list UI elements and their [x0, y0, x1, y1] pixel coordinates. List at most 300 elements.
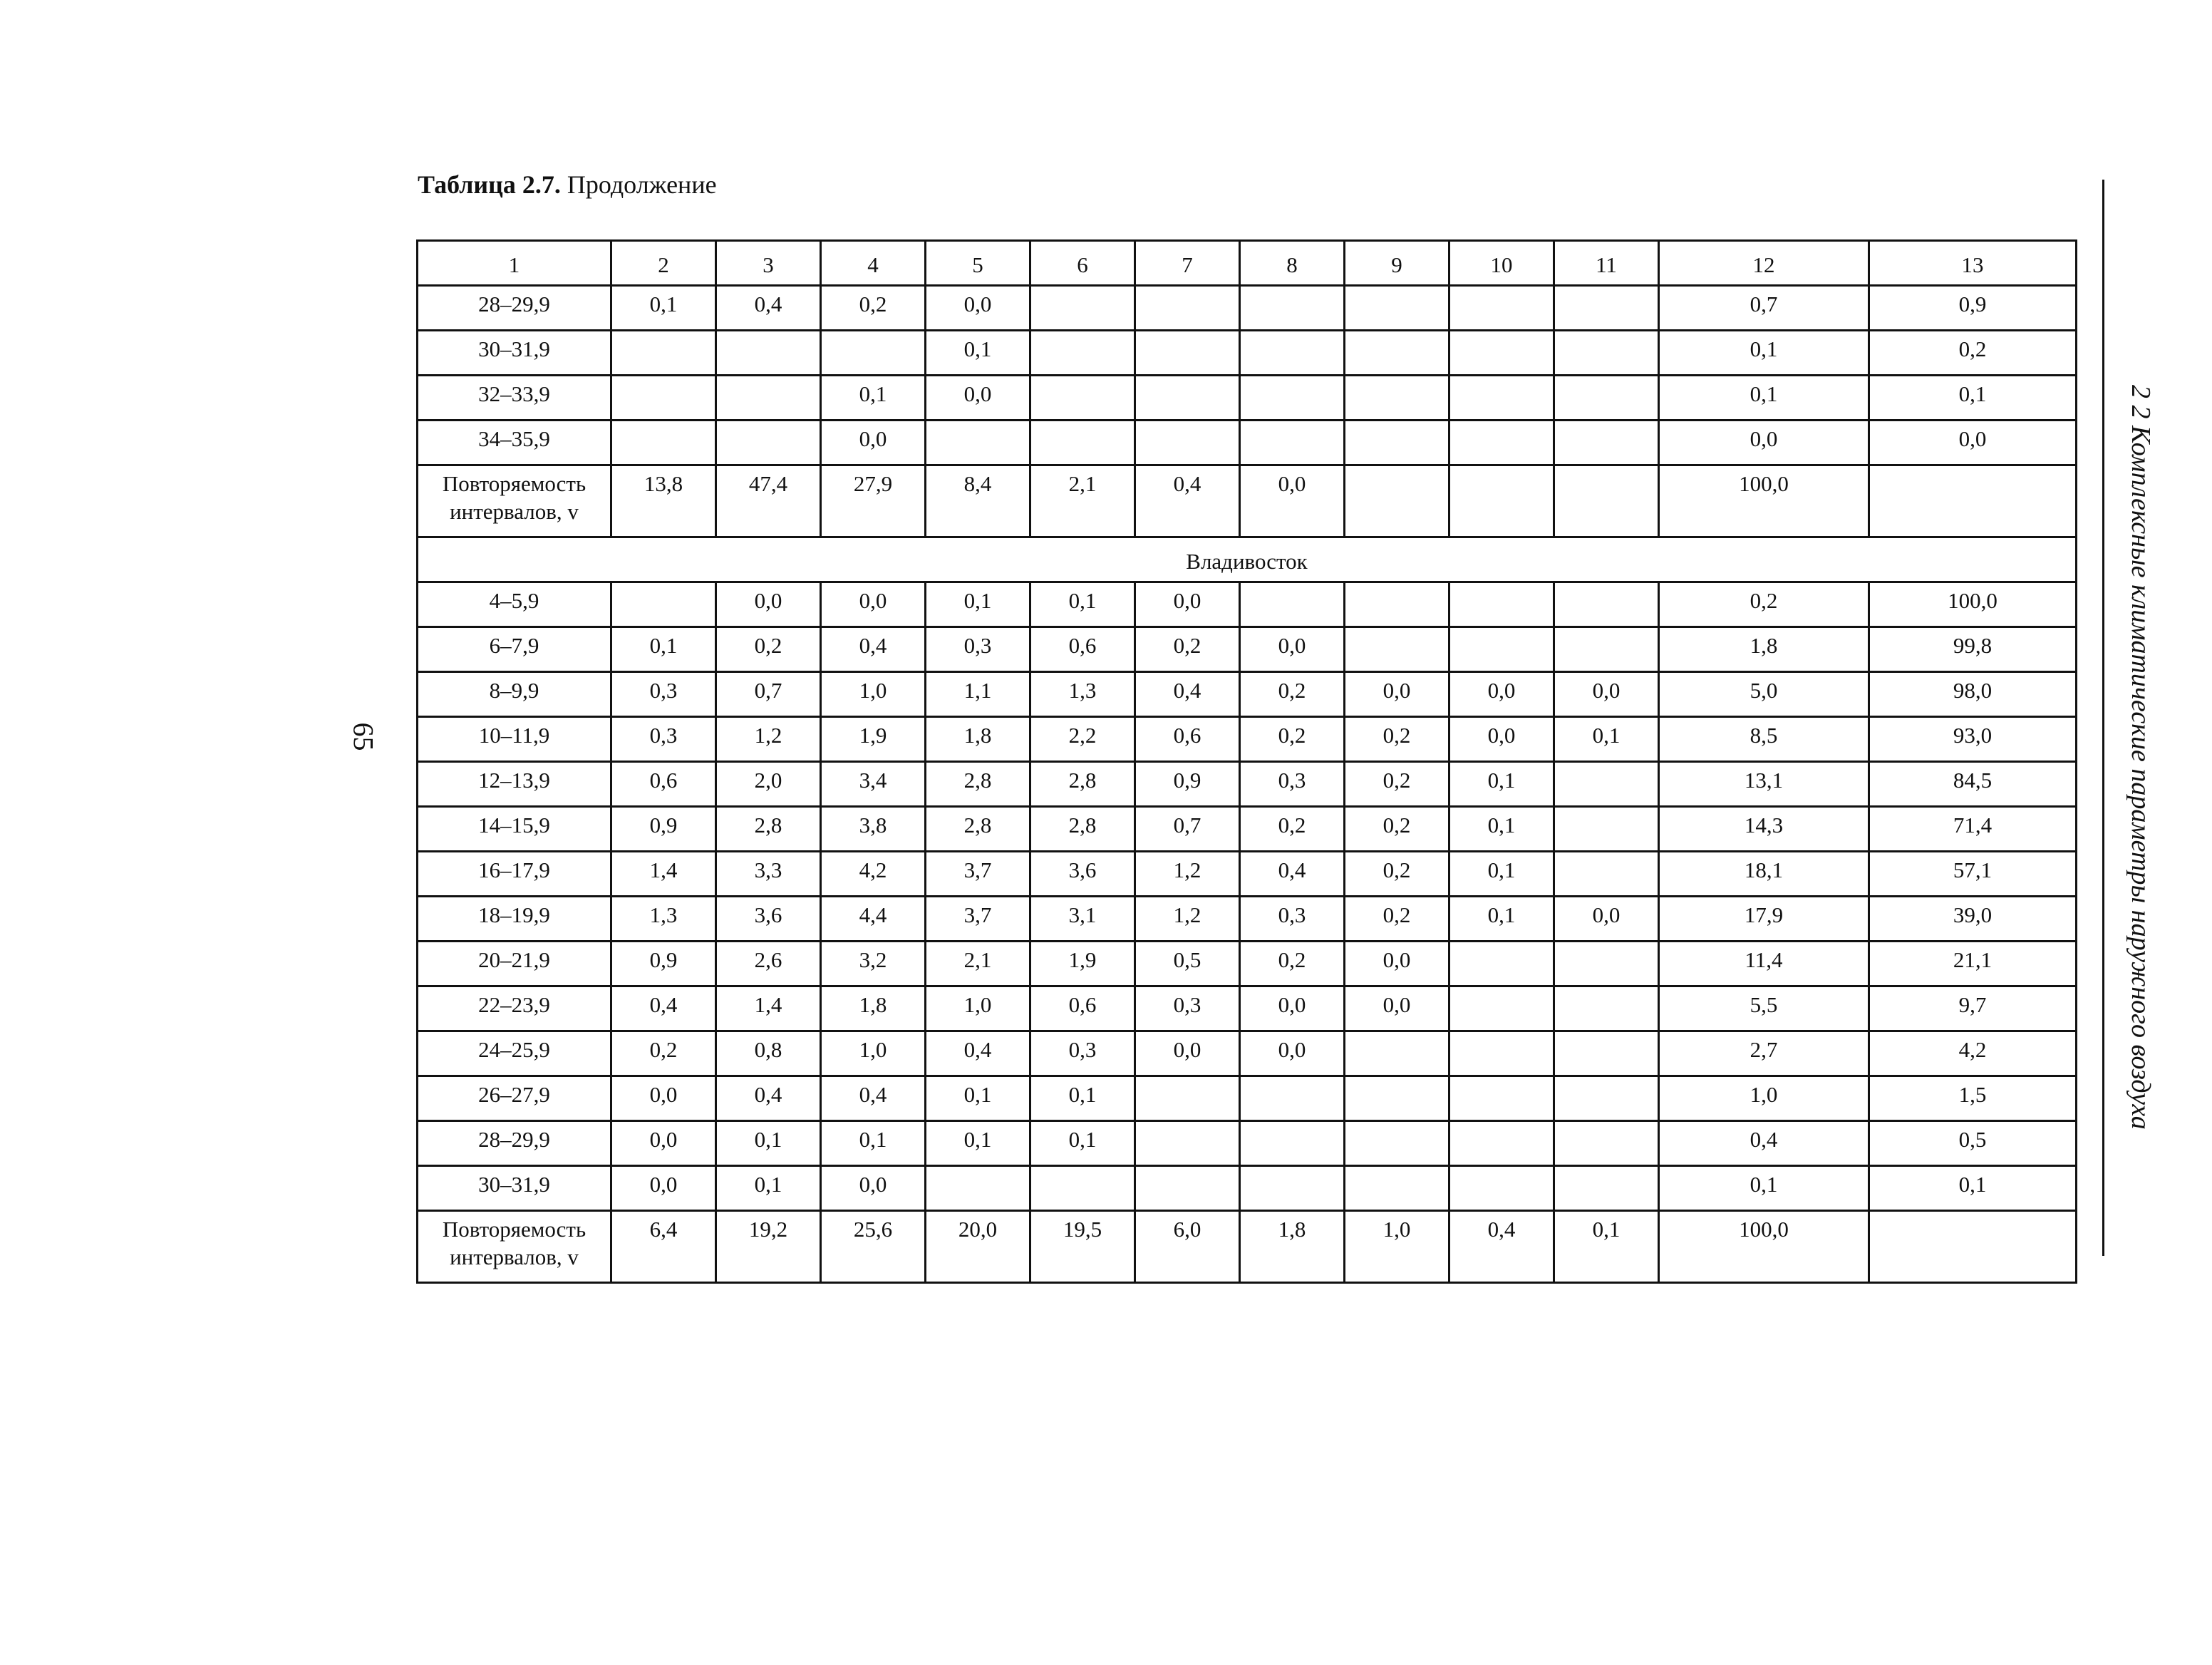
table-cell-col-10 [1449, 376, 1554, 421]
table-cell-col-7: 0,0 [1135, 1031, 1240, 1076]
table-cell-col-12: 8,5 [1659, 717, 1869, 762]
table-cell-col-5: 0,3 [926, 627, 1030, 672]
table-cell-col-1: 18–19,9 [418, 897, 611, 942]
table-cell-col-5 [926, 421, 1030, 465]
table-cell-col-10 [1449, 627, 1554, 672]
table-cell-col-7: 0,7 [1135, 807, 1240, 852]
table-cell-col-13: 9,7 [1869, 986, 2077, 1031]
table-cell-col-5: 1,8 [926, 717, 1030, 762]
table-cell-col-2: 0,6 [611, 762, 716, 807]
table-cell-col-9 [1345, 1076, 1449, 1121]
table-cell-col-11: 0,1 [1554, 717, 1659, 762]
header-cell-col-10: 10 [1449, 241, 1554, 286]
table-cell-col-1: 10–11,9 [418, 717, 611, 762]
table-cell-col-3: 2,6 [716, 942, 821, 986]
table-cell-col-1: 26–27,9 [418, 1076, 611, 1121]
table-cell-col-11 [1554, 331, 1659, 376]
table-row [418, 627, 2077, 672]
table-cell-col-13: 99,8 [1869, 627, 2077, 672]
table-cell-col-12: 11,4 [1659, 942, 1869, 986]
table-cell-col-11 [1554, 852, 1659, 897]
table-cell-col-3: 0,4 [716, 1076, 821, 1121]
table-cell-col-6: 3,6 [1030, 852, 1135, 897]
table-row [418, 421, 2077, 465]
table-cell-col-4: 1,8 [821, 986, 926, 1031]
table-cell-col-11 [1554, 421, 1659, 465]
table-cell-col-11 [1554, 1031, 1659, 1076]
table-cell-col-6 [1030, 376, 1135, 421]
table-cell-col-6: 1,9 [1030, 942, 1135, 986]
table-cell-col-11 [1554, 762, 1659, 807]
table-cell-col-8 [1240, 286, 1345, 331]
table-cell-col-8: 0,0 [1240, 465, 1345, 537]
table-cell-col-3 [716, 331, 821, 376]
table-cell-col-5: 0,0 [926, 286, 1030, 331]
table-cell-col-2: 0,1 [611, 286, 716, 331]
table-cell-col-8: 0,2 [1240, 807, 1345, 852]
table-row [418, 1076, 2077, 1121]
table-cell-col-6: 2,2 [1030, 717, 1135, 762]
table-cell-col-13: 84,5 [1869, 762, 2077, 807]
table-row [418, 852, 2077, 897]
table-cell-col-12: 0,1 [1659, 376, 1869, 421]
table-cell-col-4: 1,0 [821, 1031, 926, 1076]
table-cell-col-2: 6,4 [611, 1211, 716, 1283]
table-cell-col-10 [1449, 331, 1554, 376]
climate-table [416, 239, 2077, 1284]
table-cell-col-10 [1449, 1166, 1554, 1211]
table-cell-col-7: 0,5 [1135, 942, 1240, 986]
table-cell-col-11 [1554, 942, 1659, 986]
table-cell-col-5: 0,0 [926, 376, 1030, 421]
table-cell-col-11 [1554, 986, 1659, 1031]
table-cell-col-8 [1240, 331, 1345, 376]
section-row [418, 537, 2077, 582]
table-cell-col-3: 3,6 [716, 897, 821, 942]
table-cell-col-3: 0,4 [716, 286, 821, 331]
table-cell-col-8: 0,3 [1240, 897, 1345, 942]
table-cell-col-2: 0,1 [611, 627, 716, 672]
table-cell-col-6: 0,1 [1030, 1076, 1135, 1121]
table-cell-col-10 [1449, 1076, 1554, 1121]
table-cell-col-5: 2,8 [926, 762, 1030, 807]
table-cell-col-13 [1869, 465, 2077, 537]
table-cell-col-7: 6,0 [1135, 1211, 1240, 1283]
header-cell-col-3: 3 [716, 241, 821, 286]
table-cell-col-7 [1135, 331, 1240, 376]
table-cell-col-11 [1554, 376, 1659, 421]
table-cell-col-6: 0,1 [1030, 1121, 1135, 1166]
table-cell-col-12: 0,4 [1659, 1121, 1869, 1166]
table-cell-col-4: 1,0 [821, 672, 926, 717]
table-header-row [418, 241, 2077, 286]
table-row [418, 331, 2077, 376]
table-cell-col-8: 1,8 [1240, 1211, 1345, 1283]
table-cell-col-13: 0,2 [1869, 331, 2077, 376]
table-cell-col-7 [1135, 1121, 1240, 1166]
table-cell-col-9 [1345, 421, 1449, 465]
table-cell-col-10 [1449, 465, 1554, 537]
table-cell-col-10 [1449, 986, 1554, 1031]
table-cell-col-13: 39,0 [1869, 897, 2077, 942]
table-cell-col-9: 0,2 [1345, 897, 1449, 942]
table-cell-col-9 [1345, 627, 1449, 672]
table-cell-col-2 [611, 421, 716, 465]
table-cell-col-2: 0,0 [611, 1166, 716, 1211]
table-cell-col-5: 20,0 [926, 1211, 1030, 1283]
header-cell-col-5: 5 [926, 241, 1030, 286]
table-cell-col-2: 1,4 [611, 852, 716, 897]
table-cell-col-9: 0,2 [1345, 762, 1449, 807]
table-cell-col-5: 8,4 [926, 465, 1030, 537]
table-cell-col-4: 0,1 [821, 376, 926, 421]
table-row [418, 286, 2077, 331]
table-cell-col-2: 13,8 [611, 465, 716, 537]
table-cell-col-1: 12–13,9 [418, 762, 611, 807]
table-cell-col-8 [1240, 582, 1345, 627]
table-cell-col-6: 0,6 [1030, 627, 1135, 672]
table-row [418, 717, 2077, 762]
table-cell-col-12: 13,1 [1659, 762, 1869, 807]
table-row [418, 1121, 2077, 1166]
table-cell-col-7: 0,9 [1135, 762, 1240, 807]
table-cell-col-3: 0,7 [716, 672, 821, 717]
table-cell-col-7: 0,4 [1135, 672, 1240, 717]
table-cell-col-9: 0,0 [1345, 942, 1449, 986]
table-cell-col-2: 0,3 [611, 717, 716, 762]
table-cell-col-11 [1554, 1076, 1659, 1121]
table-cell-col-5: 3,7 [926, 852, 1030, 897]
table-row [418, 897, 2077, 942]
table-cell-col-12: 1,0 [1659, 1076, 1869, 1121]
table-caption-text: Продолжение [560, 170, 717, 199]
table-cell-col-5: 0,1 [926, 1076, 1030, 1121]
table-cell-col-7: 1,2 [1135, 852, 1240, 897]
table-cell-col-13: 0,9 [1869, 286, 2077, 331]
table-cell-col-7: 0,4 [1135, 465, 1240, 537]
table-cell-col-10: 0,1 [1449, 807, 1554, 852]
table-cell-col-7 [1135, 1076, 1240, 1121]
table-cell-col-1: 16–17,9 [418, 852, 611, 897]
table-cell-col-6: 1,3 [1030, 672, 1135, 717]
table-cell-col-9: 0,0 [1345, 672, 1449, 717]
table-cell-col-8: 0,0 [1240, 627, 1345, 672]
table-cell-col-10 [1449, 421, 1554, 465]
table-cell-col-13: 4,2 [1869, 1031, 2077, 1076]
table-cell-col-4: 1,9 [821, 717, 926, 762]
table-cell-col-4: 0,4 [821, 1076, 926, 1121]
table-cell-col-2: 0,0 [611, 1076, 716, 1121]
table-cell-col-3: 1,4 [716, 986, 821, 1031]
table-cell-col-7: 0,2 [1135, 627, 1240, 672]
section-title-vladivostok: Владивосток [418, 537, 2077, 582]
table-cell-col-8: 0,2 [1240, 942, 1345, 986]
table-cell-col-2: 0,0 [611, 1121, 716, 1166]
table-cell-col-6: 2,8 [1030, 807, 1135, 852]
table-cell-col-13: 93,0 [1869, 717, 2077, 762]
table-cell-col-8: 0,4 [1240, 852, 1345, 897]
table-cell-col-12: 17,9 [1659, 897, 1869, 942]
table-cell-col-8: 0,0 [1240, 1031, 1345, 1076]
table-cell-col-3: 0,2 [716, 627, 821, 672]
table-cell-col-1: Повторяемость интервалов, v [418, 465, 611, 537]
table-row [418, 1166, 2077, 1211]
table-cell-col-12: 0,1 [1659, 331, 1869, 376]
table-cell-col-5: 0,1 [926, 331, 1030, 376]
table-cell-col-3 [716, 376, 821, 421]
table-cell-col-7 [1135, 421, 1240, 465]
table-cell-col-9 [1345, 582, 1449, 627]
table-cell-col-4: 0,2 [821, 286, 926, 331]
table-cell-col-11 [1554, 1121, 1659, 1166]
table-cell-col-12: 100,0 [1659, 1211, 1869, 1283]
header-cell-col-12: 12 [1659, 241, 1869, 286]
table-cell-col-5: 0,4 [926, 1031, 1030, 1076]
table-cell-col-2 [611, 376, 716, 421]
table-cell-col-13: 98,0 [1869, 672, 2077, 717]
table-row [418, 762, 2077, 807]
table-cell-col-4: 3,8 [821, 807, 926, 852]
running-title: 2 2 Комплексные климатические параметры наружного воздуха [2126, 385, 2156, 1130]
table-cell-col-3: 19,2 [716, 1211, 821, 1283]
table-cell-col-8 [1240, 1166, 1345, 1211]
table-cell-col-7 [1135, 1166, 1240, 1211]
table-cell-col-5: 1,0 [926, 986, 1030, 1031]
table-cell-col-3: 0,1 [716, 1121, 821, 1166]
table-cell-col-9: 0,2 [1345, 852, 1449, 897]
table-cell-col-12: 5,0 [1659, 672, 1869, 717]
table-cell-col-2: 0,9 [611, 942, 716, 986]
table-caption-number: Таблица 2.7. [418, 170, 561, 199]
table-cell-col-10 [1449, 286, 1554, 331]
page-number: 65 [347, 722, 380, 751]
table-cell-col-1: 24–25,9 [418, 1031, 611, 1076]
table-cell-col-4: 3,4 [821, 762, 926, 807]
table-cell-col-12: 5,5 [1659, 986, 1869, 1031]
table-row [418, 807, 2077, 852]
table-cell-col-9: 0,2 [1345, 807, 1449, 852]
table-cell-col-4: 3,2 [821, 942, 926, 986]
table-cell-col-7: 0,6 [1135, 717, 1240, 762]
table-cell-col-2: 0,9 [611, 807, 716, 852]
table-cell-col-12: 18,1 [1659, 852, 1869, 897]
table-cell-col-3: 2,8 [716, 807, 821, 852]
table-cell-col-9: 0,2 [1345, 717, 1449, 762]
table-cell-col-1: Повторяемость интервалов, v [418, 1211, 611, 1283]
table-cell-col-6 [1030, 1166, 1135, 1211]
table-cell-col-9 [1345, 286, 1449, 331]
header-cell-col-4: 4 [821, 241, 926, 286]
table-row [418, 582, 2077, 627]
table-cell-col-10 [1449, 942, 1554, 986]
table-cell-col-9 [1345, 1166, 1449, 1211]
table-cell-col-6: 2,8 [1030, 762, 1135, 807]
table-cell-col-12: 0,1 [1659, 1166, 1869, 1211]
table-cell-col-3 [716, 421, 821, 465]
table-row [418, 1031, 2077, 1076]
table-cell-col-6 [1030, 421, 1135, 465]
table-cell-col-10: 0,1 [1449, 852, 1554, 897]
table-cell-col-6: 2,1 [1030, 465, 1135, 537]
table-cell-col-6: 0,3 [1030, 1031, 1135, 1076]
table-cell-col-1: 30–31,9 [418, 1166, 611, 1211]
table-cell-col-9 [1345, 1121, 1449, 1166]
table-cell-col-10: 0,0 [1449, 672, 1554, 717]
table-cell-col-6: 0,1 [1030, 582, 1135, 627]
table-cell-col-11 [1554, 807, 1659, 852]
table-cell-col-6 [1030, 331, 1135, 376]
table-cell-col-12: 100,0 [1659, 465, 1869, 537]
header-cell-col-7: 7 [1135, 241, 1240, 286]
table-cell-col-1: 28–29,9 [418, 1121, 611, 1166]
table-cell-col-9 [1345, 331, 1449, 376]
table-cell-col-13: 21,1 [1869, 942, 2077, 986]
table-cell-col-8: 0,2 [1240, 717, 1345, 762]
table-cell-col-1: 32–33,9 [418, 376, 611, 421]
table-cell-col-3: 0,8 [716, 1031, 821, 1076]
table-cell-col-11 [1554, 582, 1659, 627]
table-cell-col-4: 0,1 [821, 1121, 926, 1166]
table-row [418, 672, 2077, 717]
table-cell-col-2 [611, 331, 716, 376]
table-cell-col-10 [1449, 1031, 1554, 1076]
header-cell-col-8: 8 [1240, 241, 1345, 286]
table-cell-col-10 [1449, 1121, 1554, 1166]
table-cell-col-4 [821, 331, 926, 376]
table-cell-col-6: 0,6 [1030, 986, 1135, 1031]
table-cell-col-3: 3,3 [716, 852, 821, 897]
table-cell-col-1: 8–9,9 [418, 672, 611, 717]
table-cell-col-1: 28–29,9 [418, 286, 611, 331]
table-cell-col-10: 0,0 [1449, 717, 1554, 762]
table-cell-col-13: 0,5 [1869, 1121, 2077, 1166]
table-cell-col-5: 1,1 [926, 672, 1030, 717]
table-cell-col-1: 4–5,9 [418, 582, 611, 627]
table-cell-col-8 [1240, 421, 1345, 465]
table-cell-col-3: 0,0 [716, 582, 821, 627]
table-cell-col-11: 0,1 [1554, 1211, 1659, 1283]
table-row [418, 942, 2077, 986]
table-cell-col-7 [1135, 286, 1240, 331]
table-cell-col-9 [1345, 465, 1449, 537]
header-cell-col-9: 9 [1345, 241, 1449, 286]
table-cell-col-5 [926, 1166, 1030, 1211]
table-cell-col-12: 14,3 [1659, 807, 1869, 852]
table-cell-col-7: 1,2 [1135, 897, 1240, 942]
table-cell-col-4: 25,6 [821, 1211, 926, 1283]
table-cell-col-1: 14–15,9 [418, 807, 611, 852]
table-cell-col-3: 47,4 [716, 465, 821, 537]
table-cell-col-12: 0,2 [1659, 582, 1869, 627]
table-cell-col-13: 0,1 [1869, 1166, 2077, 1211]
table-cell-col-13: 1,5 [1869, 1076, 2077, 1121]
table-cell-col-11: 0,0 [1554, 672, 1659, 717]
table-cell-col-13: 57,1 [1869, 852, 2077, 897]
table-cell-col-7: 0,0 [1135, 582, 1240, 627]
table-cell-col-11: 0,0 [1554, 897, 1659, 942]
table-cell-col-10: 0,4 [1449, 1211, 1554, 1283]
side-rule [2102, 180, 2104, 1256]
table-cell-col-13: 71,4 [1869, 807, 2077, 852]
table-row [418, 465, 2077, 537]
table-cell-col-12: 2,7 [1659, 1031, 1869, 1076]
table-cell-col-4: 0,4 [821, 627, 926, 672]
table-cell-col-10: 0,1 [1449, 762, 1554, 807]
header-cell-col-1: 1 [418, 241, 611, 286]
table-cell-col-5: 3,7 [926, 897, 1030, 942]
table-cell-col-11 [1554, 627, 1659, 672]
table-cell-col-13: 100,0 [1869, 582, 2077, 627]
table-cell-col-4: 4,2 [821, 852, 926, 897]
table-cell-col-4: 0,0 [821, 1166, 926, 1211]
header-cell-col-6: 6 [1030, 241, 1135, 286]
table-cell-col-13: 0,0 [1869, 421, 2077, 465]
table-cell-col-4: 0,0 [821, 582, 926, 627]
table-cell-col-3: 2,0 [716, 762, 821, 807]
table-cell-col-6: 19,5 [1030, 1211, 1135, 1283]
table-cell-col-2 [611, 582, 716, 627]
table-cell-col-1: 20–21,9 [418, 942, 611, 986]
table-cell-col-9 [1345, 376, 1449, 421]
table-caption [418, 170, 717, 200]
table-cell-col-5: 0,1 [926, 582, 1030, 627]
table-cell-col-8 [1240, 376, 1345, 421]
table-cell-col-5: 2,1 [926, 942, 1030, 986]
table-cell-col-9: 1,0 [1345, 1211, 1449, 1283]
table-cell-col-13: 0,1 [1869, 376, 2077, 421]
table-cell-col-8: 0,2 [1240, 672, 1345, 717]
header-cell-col-13: 13 [1869, 241, 2077, 286]
table-cell-col-2: 0,4 [611, 986, 716, 1031]
table-cell-col-11 [1554, 465, 1659, 537]
table-cell-col-8: 0,3 [1240, 762, 1345, 807]
table-cell-col-8 [1240, 1076, 1345, 1121]
table-cell-col-9 [1345, 1031, 1449, 1076]
table-cell-col-7 [1135, 376, 1240, 421]
table-cell-col-5: 0,1 [926, 1121, 1030, 1166]
table-cell-col-12: 0,0 [1659, 421, 1869, 465]
table-cell-col-2: 1,3 [611, 897, 716, 942]
table-cell-col-4: 0,0 [821, 421, 926, 465]
table-cell-col-6 [1030, 286, 1135, 331]
header-cell-col-11: 11 [1554, 241, 1659, 286]
table-cell-col-12: 0,7 [1659, 286, 1869, 331]
table-cell-col-11 [1554, 1166, 1659, 1211]
table-cell-col-10 [1449, 582, 1554, 627]
table-cell-col-10: 0,1 [1449, 897, 1554, 942]
table-cell-col-12: 1,8 [1659, 627, 1869, 672]
table-cell-col-6: 3,1 [1030, 897, 1135, 942]
table-cell-col-2: 0,3 [611, 672, 716, 717]
table-cell-col-2: 0,2 [611, 1031, 716, 1076]
table-cell-col-4: 27,9 [821, 465, 926, 537]
table-cell-col-1: 22–23,9 [418, 986, 611, 1031]
table-cell-col-1: 6–7,9 [418, 627, 611, 672]
table-cell-col-8: 0,0 [1240, 986, 1345, 1031]
table-cell-col-7: 0,3 [1135, 986, 1240, 1031]
table-cell-col-8 [1240, 1121, 1345, 1166]
table-row [418, 1211, 2077, 1283]
table-cell-col-5: 2,8 [926, 807, 1030, 852]
table-cell-col-9: 0,0 [1345, 986, 1449, 1031]
header-cell-col-2: 2 [611, 241, 716, 286]
table-cell-col-11 [1554, 286, 1659, 331]
table-cell-col-3: 0,1 [716, 1166, 821, 1211]
table-cell-col-4: 4,4 [821, 897, 926, 942]
table-cell-col-1: 34–35,9 [418, 421, 611, 465]
table-cell-col-3: 1,2 [716, 717, 821, 762]
table-cell-col-1: 30–31,9 [418, 331, 611, 376]
